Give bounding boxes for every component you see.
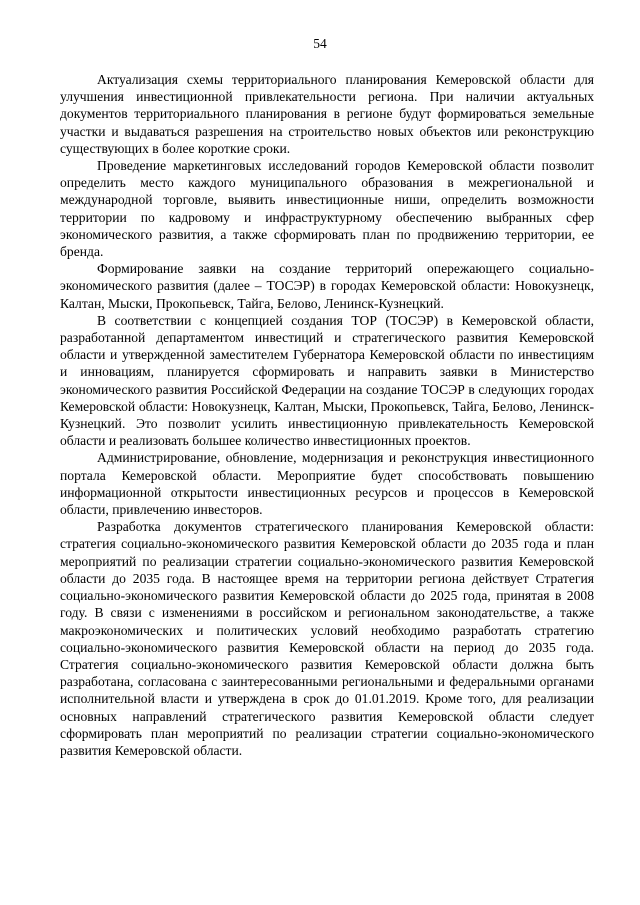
page-number: 54 xyxy=(313,36,327,51)
paragraph-marketing-research: Проведение маркетинговых исследований городов Кемеровской области позволит определить место каждого муниципального образования в межрегиональной и международной торговле, выявить инвестиционные ниши, определить возможности территории по кадровому и инфраструктурному обеспечению выбранных сфер экономического развития, а также сформировать план по продвижению территории, ее бренда. xyxy=(60,158,594,260)
paragraph-tosed-application: Формирование заявки на создание территорий опережающего социально-экономического развития (далее – ТОСЭР) в городах Кемеровской области: Новокузнецк, Калтан, Мыски, Прокопьевск, Тайга, Белово, Ленинск-Кузнецкий. xyxy=(60,261,594,311)
document-body xyxy=(60,71,594,759)
paragraph-tor-concept: В соответствии с концепцией создания ТОР (ТОСЭР) в Кемеровской области, разработанной департаментом инвестиций и стратегического развития Кемеровской области и утвержденной заместителем Губернатора Кемеровской области по инвестициям и инновациям, планируется сформировать и направить заявки в Министерство экономического развития Российской Федерации на создание ТОСЭР в следующих городах Кемеровской области: Новокузнецк, Калтан, Мыски, Прокопьевск, Тайга, Белово, Ленинск-Кузнецкий. Это позволит усилить инвестиционную привлекательность Кемеровской области и реализовать большее количество инвестиционных проектов. xyxy=(60,312,594,449)
paragraph-territorial-planning: Актуализация схемы территориального планирования Кемеровской области для улучшения инвестиционной привлекательности региона. При наличии актуальных документов территориального планирования в регионе будут формироваться земельные участки и выдаваться разрешения на строительство новых объектов или реконструкцию существующих в более короткие сроки. xyxy=(60,72,594,156)
paragraph-strategic-planning: Разработка документов стратегического планирования Кемеровской области: стратегия социально-экономического развития Кемеровской области до 2035 года и план мероприятий по реализации стратегии социально-экономического развития Кемеровской области до 2035 года. В настоящее время на территории региона действует Стратегия социально-экономического развития Кемеровской области до 2025 года, принятая в 2008 году. В связи с изменениями в российском и региональном законодательстве, а также макроэкономических и политических условий необходимо разработать стратегию социально-экономического развития Кемеровской области на период до 2035 года. Стратегия социально-экономического развития Кемеровской области должна быть разработана, согласована с заинтересованными региональными и федеральными органами исполнительной власти и утверждена в срок до 01.01.2019. Кроме того, для реализации основных направлений стратегического развития Кемеровской области следует сформировать план мероприятий по реализации стратегии социально-экономического развития Кемеровской области. xyxy=(60,519,594,758)
paragraph-investment-portal: Администрирование, обновление, модернизация и реконструкция инвестиционного портала Кемеровской области. Мероприятие будет способствовать повышению информационной открытости инвестиционных ресурсов и процессов в Кемеровской области, привлечению инвесторов. xyxy=(60,450,594,518)
